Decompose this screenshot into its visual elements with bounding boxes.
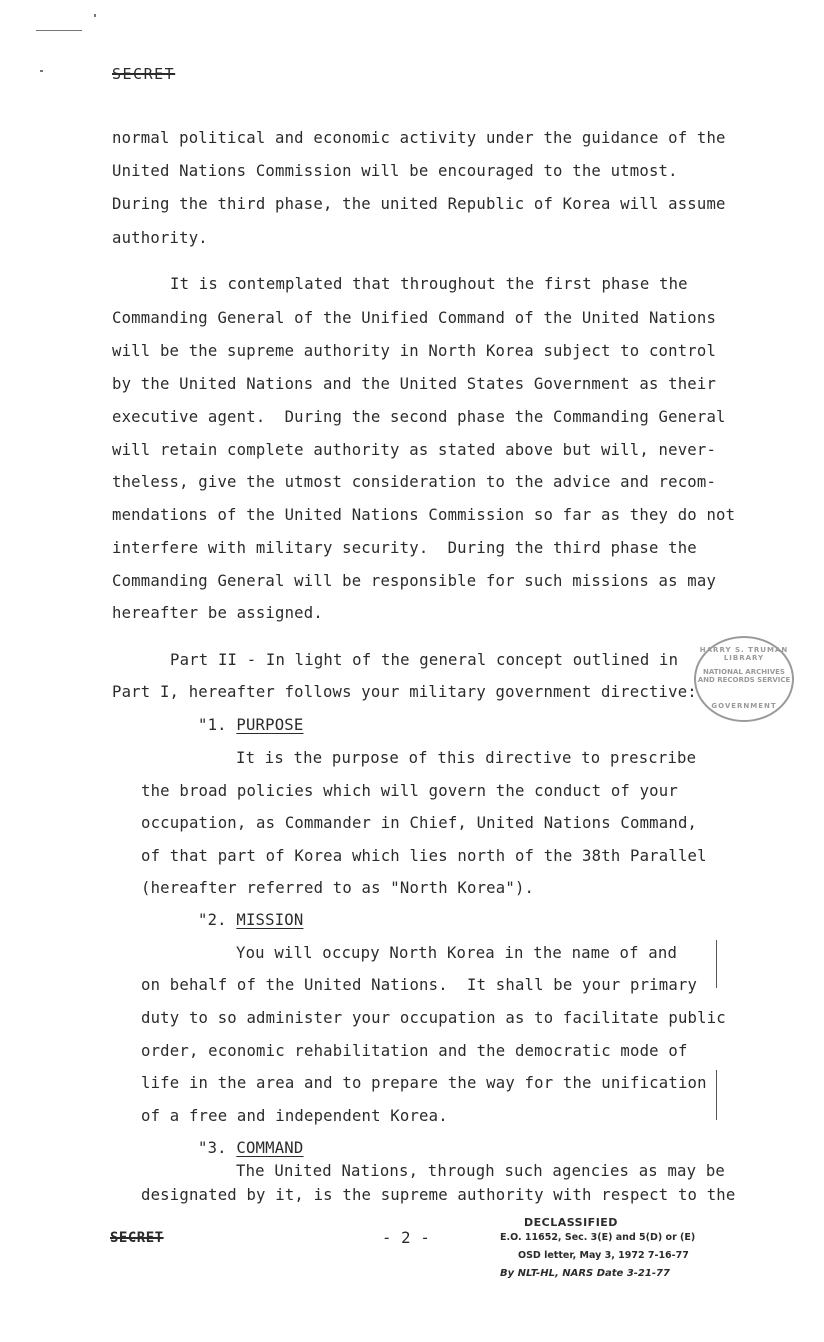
classification-footer: SECRET: [110, 1230, 164, 1246]
body-line: of a free and independent Korea.: [141, 1107, 448, 1125]
body-line: of that part of Korea which lies north of the 38th Parallel: [141, 847, 707, 865]
body-line: mendations of the United Nations Commission so far as they do not: [112, 506, 736, 524]
body-line: Part II - In light of the general concept outlined in: [170, 651, 679, 669]
body-line: duty to so administer your occupation as to facilitate public: [141, 1009, 726, 1027]
scan-artifact: [94, 14, 96, 17]
seal-middle-text: NATIONAL ARCHIVES AND RECORDS SERVICE: [697, 668, 791, 684]
body-line: occupation, as Commander in Chief, United Nations Command,: [141, 814, 698, 832]
body-line: Commanding General of the Unified Command of the United Nations: [112, 309, 717, 327]
section-title: PURPOSE: [236, 716, 304, 734]
body-line: United Nations Commission will be encouraged to the utmost.: [112, 162, 678, 180]
classification-header: SECRET: [112, 65, 176, 83]
body-line: order, economic rehabilitation and the democratic mode of: [141, 1042, 688, 1060]
section-heading-1: [198, 715, 303, 735]
declassified-authority: E.O. 11652, Sec. 3(E) and 5(D) or (E): [500, 1232, 696, 1243]
body-line: It is the purpose of this directive to prescribe: [236, 749, 697, 767]
margin-pencil-mark: [716, 940, 717, 988]
body-line: normal political and economic activity under the guidance of the: [112, 129, 726, 147]
body-line: It is contemplated that throughout the first phase the: [170, 275, 688, 293]
body-line: theless, give the utmost consideration to the advice and recom-: [112, 473, 717, 491]
seal-top-text: HARRY S. TRUMAN LIBRARY: [699, 646, 789, 662]
declassified-letter: OSD letter, May 3, 1972 7-16-77: [518, 1250, 689, 1261]
truman-library-seal: [694, 636, 794, 722]
body-line: designated by it, is the supreme authority with respect to the: [141, 1186, 736, 1204]
section-title: COMMAND: [236, 1139, 304, 1157]
body-line: hereafter be assigned.: [112, 604, 323, 622]
scan-artifact: [36, 30, 82, 31]
body-line: by the United Nations and the United States Government as their: [112, 375, 717, 393]
seal-bottom-text: GOVERNMENT: [711, 702, 777, 710]
body-line: authority.: [112, 229, 208, 247]
page-number: - 2 -: [382, 1229, 430, 1247]
declassified-by: By NLT-HL, NARS Date 3-21-77: [500, 1268, 670, 1279]
body-line: The United Nations, through such agencies as may be: [236, 1162, 725, 1180]
margin-pencil-mark: [716, 1070, 717, 1120]
declassified-title: DECLASSIFIED: [524, 1216, 618, 1229]
section-title: MISSION: [236, 911, 304, 929]
body-line: Part I, hereafter follows your military government directive:: [112, 683, 697, 701]
section-number: "2.: [198, 911, 237, 929]
body-line: will retain complete authority as stated above but will, never-: [112, 441, 717, 459]
section-heading-2: [198, 910, 303, 930]
body-line: executive agent. During the second phase the Commanding General: [112, 408, 726, 426]
section-heading-3: [198, 1138, 303, 1158]
body-line: life in the area and to prepare the way for the unification: [141, 1074, 707, 1092]
body-line: (hereafter referred to as "North Korea").: [141, 879, 535, 897]
scan-artifact: [40, 70, 43, 72]
body-line: on behalf of the United Nations. It shall be your primary: [141, 976, 698, 994]
section-number: "1.: [198, 716, 237, 734]
body-line: the broad policies which will govern the conduct of your: [141, 782, 678, 800]
body-line: will be the supreme authority in North Korea subject to control: [112, 342, 717, 360]
body-line: During the third phase, the united Republic of Korea will assume: [112, 195, 726, 213]
section-number: "3.: [198, 1139, 237, 1157]
body-line: You will occupy North Korea in the name of and: [236, 944, 678, 962]
body-line: interfere with military security. During the third phase the: [112, 539, 697, 557]
body-line: Commanding General will be responsible for such missions as may: [112, 572, 717, 590]
